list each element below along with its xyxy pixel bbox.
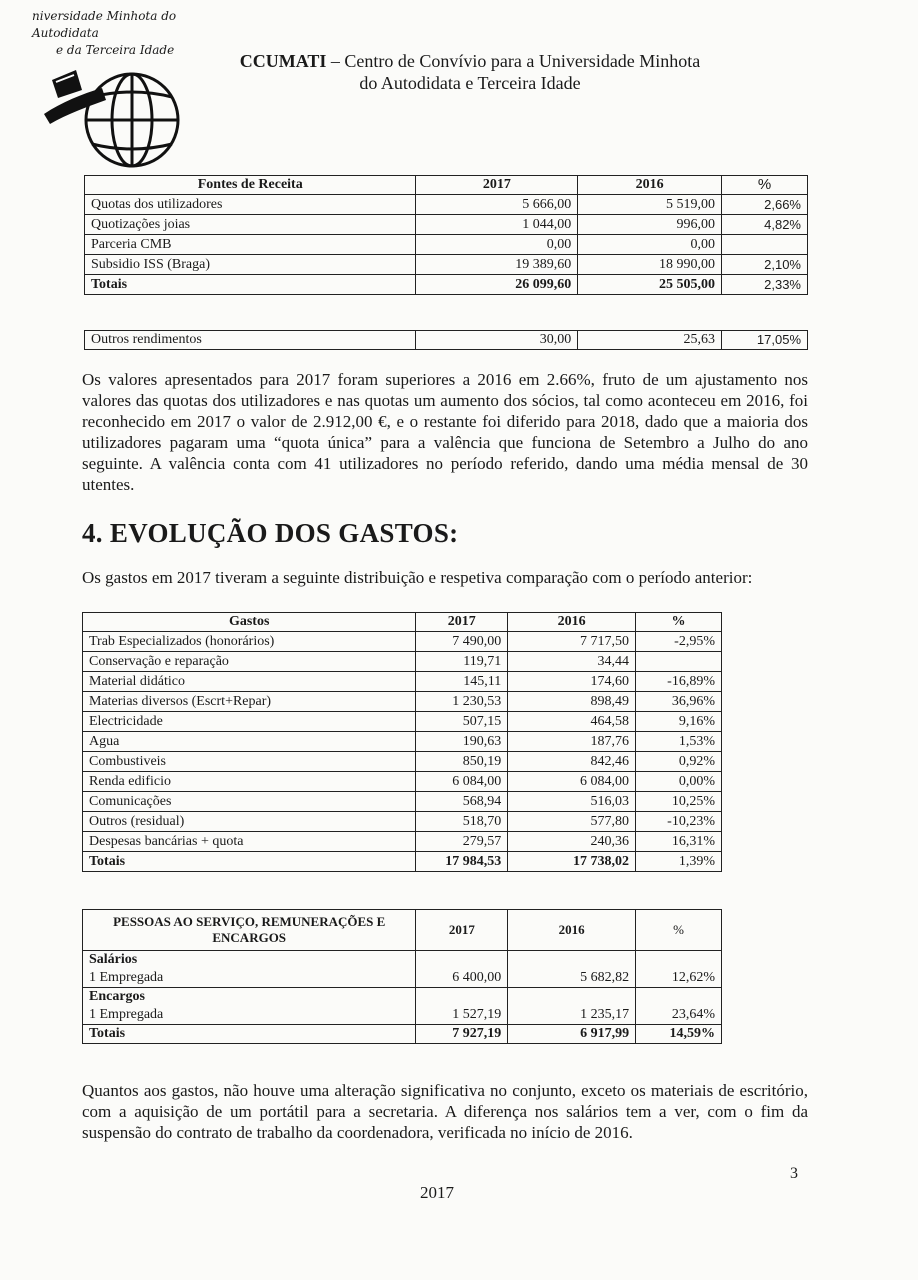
value-2017: 1 527,19 [416, 988, 508, 1025]
value-2016: 34,44 [508, 652, 636, 672]
footer-year: 2017 [420, 1183, 454, 1202]
gastos-table [82, 612, 722, 872]
value-2016: 842,46 [508, 752, 636, 772]
table-row [83, 712, 722, 732]
value-pct: -2,95% [636, 632, 722, 652]
header-cell: % [722, 176, 808, 195]
globe-logo-icon [42, 52, 182, 172]
value-2016: 577,80 [508, 812, 636, 832]
value-2017: 190,63 [416, 732, 508, 752]
value-pct: 0,00% [636, 772, 722, 792]
row-label: Parceria CMB [85, 235, 416, 255]
value-pct [722, 235, 808, 255]
salarios-label: Salários [89, 952, 138, 967]
value-2017: 1 230,53 [416, 692, 508, 712]
value-pct: -10,23% [636, 812, 722, 832]
total-2016: 17 738,02 [508, 852, 636, 872]
table-row [83, 752, 722, 772]
value-2016: 996,00 [578, 215, 722, 235]
row-label: Renda edificio [83, 772, 416, 792]
value-pct: 17,05% [722, 331, 808, 350]
totals-row [83, 852, 722, 872]
value-2016: 187,76 [508, 732, 636, 752]
pessoas-header-row [83, 910, 722, 951]
table-row [83, 792, 722, 812]
value-2017: 19 389,60 [416, 255, 578, 275]
table-row [83, 632, 722, 652]
value-2016: 18 990,00 [578, 255, 722, 275]
org-desc-1: – Centro de Convívio para a Universidade Minhota [326, 51, 701, 71]
value-2016: 1 235,17 [508, 988, 636, 1025]
totals-label: Totais [83, 852, 416, 872]
table-row [83, 832, 722, 852]
gastos-header-row [83, 613, 722, 632]
row-label: Agua [83, 732, 416, 752]
value-pct: 2,66% [722, 195, 808, 215]
total-2016: 25 505,00 [578, 275, 722, 295]
value-pct: 2,10% [722, 255, 808, 275]
total-2017: 26 099,60 [416, 275, 578, 295]
row-label: Material didático [83, 672, 416, 692]
salarios-group [83, 951, 722, 988]
logo-line-1: niversidade Minhota do Autodidata [32, 9, 177, 40]
table-row [85, 235, 808, 255]
value-2017: 0,00 [416, 235, 578, 255]
totals-label: Totais [83, 1025, 416, 1044]
header-cell: 2017 [416, 613, 508, 632]
salarios-cell [83, 951, 416, 988]
header-cell: 2016 [508, 910, 636, 951]
total-2017: 17 984,53 [416, 852, 508, 872]
totals-row [83, 1025, 722, 1044]
section-heading: 4. EVOLUÇÃO DOS GASTOS: [82, 518, 459, 548]
receitas-header-row [85, 176, 808, 195]
encargos-label: Encargos [89, 989, 145, 1004]
value-pct: 12,62% [636, 951, 722, 988]
value-2017: 119,71 [416, 652, 508, 672]
row-label: Conservação e reparação [83, 652, 416, 672]
row-label: Quotas dos utilizadores [85, 195, 416, 215]
value-pct: 4,82% [722, 215, 808, 235]
value-2017: 6 400,00 [416, 951, 508, 988]
row-label: Materias diversos (Escrt+Repar) [83, 692, 416, 712]
row-label: Outros rendimentos [85, 331, 416, 350]
logo-line-2: e da Terceira Idade [56, 43, 175, 57]
value-2016: 5 519,00 [578, 195, 722, 215]
header-cell: 2016 [578, 176, 722, 195]
value-2016: 6 084,00 [508, 772, 636, 792]
value-pct: 23,64% [636, 988, 722, 1025]
value-pct [636, 652, 722, 672]
total-pct: 2,33% [722, 275, 808, 295]
row-label: Comunicações [83, 792, 416, 812]
table-row [83, 732, 722, 752]
total-pct: 14,59% [636, 1025, 722, 1044]
value-2017: 850,19 [416, 752, 508, 772]
value-2017: 568,94 [416, 792, 508, 812]
totals-label: Totais [85, 275, 416, 295]
header-cell: 2017 [416, 176, 578, 195]
header-cell: % [636, 613, 722, 632]
org-desc-2: do Autodidata e Terceira Idade [359, 73, 581, 93]
header-cell: 2016 [508, 613, 636, 632]
total-2016: 6 917,99 [508, 1025, 636, 1044]
row-label: Trab Especializados (honorários) [83, 632, 416, 652]
row-label: Combustiveis [83, 752, 416, 772]
row-label: 1 Empregada [89, 1007, 164, 1022]
row-label: Electricidade [83, 712, 416, 732]
value-2017: 30,00 [416, 331, 578, 350]
table-row [85, 255, 808, 275]
page-number: 3 [790, 1165, 798, 1182]
header-cell: % [636, 910, 722, 951]
row-label: Outros (residual) [83, 812, 416, 832]
value-2017: 5 666,00 [416, 195, 578, 215]
value-2016: 5 682,82 [508, 951, 636, 988]
header-cell: Fontes de Receita [85, 176, 416, 195]
table-row [83, 812, 722, 832]
table-row [83, 672, 722, 692]
row-label: Quotizações joias [85, 215, 416, 235]
value-pct: 1,53% [636, 732, 722, 752]
encargos-group [83, 988, 722, 1025]
value-2017: 507,15 [416, 712, 508, 732]
value-pct: -16,89% [636, 672, 722, 692]
receitas-table [84, 175, 808, 295]
row-label: 1 Empregada [89, 970, 164, 985]
header-cell: Gastos [83, 613, 416, 632]
header-cell: PESSOAS AO SERVIÇO, REMUNERAÇÕES E ENCARGOS [83, 910, 416, 951]
table-row [85, 195, 808, 215]
total-pct: 1,39% [636, 852, 722, 872]
value-2016: 7 717,50 [508, 632, 636, 652]
encargos-cell [83, 988, 416, 1025]
paragraph-receitas: Os valores apresentados para 2017 foram superiores a 2016 em 2.66%, fruto de um ajustamento nos valores das quotas dos utilizadores e nas quotas um aumento dos sócios, tal como aconteceu em 2016, foi reconhecido em 2017 o valor de 2.912,00 €, e o restante foi diferido para 2018, dado que a maioria dos utilizadores pagaram uma “quota única” para a valência que funciona de Setembro a Julho do ano seguinte. A valência conta com 41 utilizadores no período referido, dando uma média mensal de 30 utentes. [82, 370, 808, 494]
value-2017: 1 044,00 [416, 215, 578, 235]
value-2017: 518,70 [416, 812, 508, 832]
value-2017: 145,11 [416, 672, 508, 692]
paragraph-gastos-intro: Os gastos em 2017 tiveram a seguinte distribuição e respetiva comparação com o período anterior: [82, 568, 753, 587]
table-row [83, 772, 722, 792]
value-2016: 516,03 [508, 792, 636, 812]
value-2017: 7 490,00 [416, 632, 508, 652]
value-2017: 6 084,00 [416, 772, 508, 792]
row-label: Subsidio ISS (Braga) [85, 255, 416, 275]
total-2017: 7 927,19 [416, 1025, 508, 1044]
value-2016: 174,60 [508, 672, 636, 692]
table-row [83, 692, 722, 712]
header-cell: 2017 [416, 910, 508, 951]
pessoas-table [82, 909, 722, 1044]
value-2016: 464,58 [508, 712, 636, 732]
table-row [83, 652, 722, 672]
org-title [200, 50, 740, 94]
value-pct: 10,25% [636, 792, 722, 812]
value-pct: 16,31% [636, 832, 722, 852]
value-2016: 25,63 [578, 331, 722, 350]
value-2016: 0,00 [578, 235, 722, 255]
value-pct: 36,96% [636, 692, 722, 712]
org-name: CCUMATI [239, 51, 327, 71]
row-label: Despesas bancárias + quota [83, 832, 416, 852]
totals-row [85, 275, 808, 295]
value-2016: 240,36 [508, 832, 636, 852]
table-row [85, 331, 808, 350]
value-pct: 0,92% [636, 752, 722, 772]
value-pct: 9,16% [636, 712, 722, 732]
value-2017: 279,57 [416, 832, 508, 852]
value-2016: 898,49 [508, 692, 636, 712]
table-row [85, 215, 808, 235]
paragraph-conclusao: Quantos aos gastos, não houve uma alteração significativa no conjunto, exceto os materiais de escritório, com a aquisição de um portátil para a secretaria. A diferença nos salários tem a ver, com o fim da suspensão do contrato de trabalho da coordenadora, verificada no início de 2016. [82, 1081, 808, 1142]
outros-rendimentos-table [84, 330, 808, 350]
